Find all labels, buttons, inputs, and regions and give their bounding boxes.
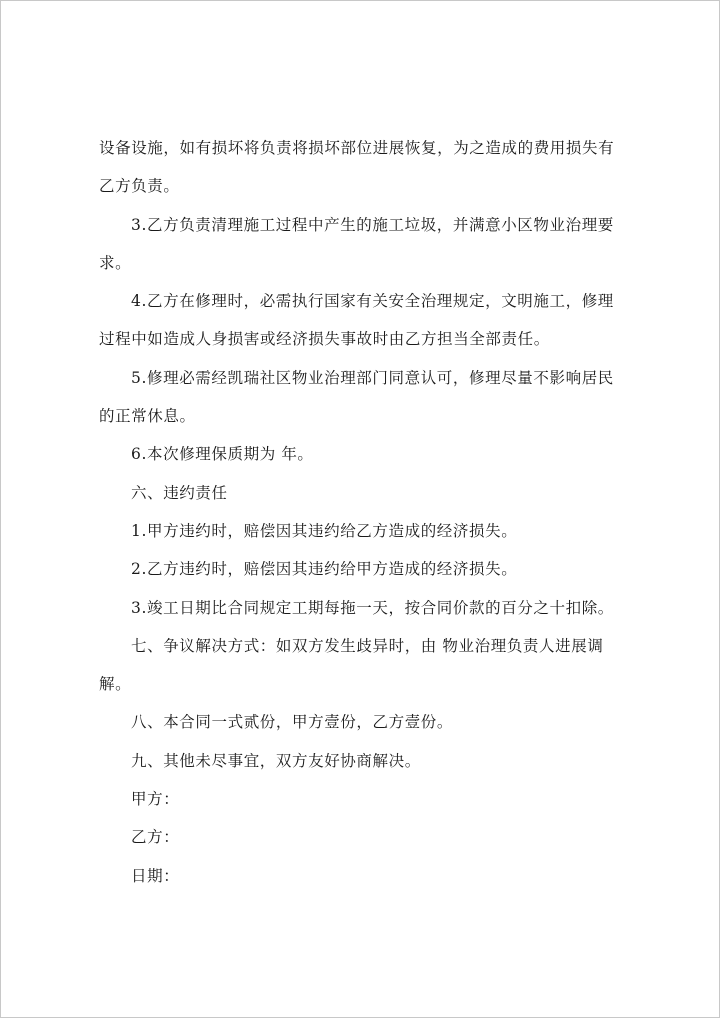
signature-party-a-label: 甲方：	[131, 790, 180, 809]
text-line: 过程中如造成人身损害或经济损失事故时由乙方担当全部责任。	[99, 330, 550, 349]
text-line: 5.修理必需经凯瑞社区物业治理部门同意认可，修理尽量不影响居民	[131, 368, 614, 387]
text-line: 七、争议解决方式：如双方发生歧异时，由 物业治理负责人进展调	[131, 636, 604, 655]
text-line: 6.本次修理保质期为 年。	[131, 445, 314, 464]
text-line: 3.乙方负责清理施工过程中产生的施工垃圾，并满意小区物业治理要	[131, 215, 614, 234]
text-line: 2.乙方违约时，赔偿因其违约给甲方造成的经济损失。	[131, 560, 518, 579]
section-heading: 六、违约责任	[131, 483, 228, 502]
text-line: 乙方负责。	[99, 177, 180, 196]
text-line: 的正常休息。	[99, 407, 196, 426]
date-label: 日期：	[131, 866, 180, 885]
document-body	[99, 129, 659, 895]
text-line: 设备设施，如有损坏将负责将损坏部位进展恢复，为之造成的费用损失有	[99, 139, 615, 157]
signature-party-b-label: 乙方：	[131, 828, 180, 847]
text-line: 1.甲方违约时，赔偿因其违约给乙方造成的经济损失。	[131, 521, 518, 540]
text-line: 八、本合同一式贰份，甲方壹份，乙方壹份。	[131, 713, 454, 732]
text-line: 九、其他未尽事宜，双方友好协商解决。	[131, 751, 421, 770]
text-line: 3.竣工日期比合同规定工期每拖一天，按合同价款的百分之十扣除。	[131, 598, 614, 617]
text-line: 4.乙方在修理时，必需执行国家有关安全治理规定，文明施工，修理	[131, 292, 614, 311]
text-line: 解。	[99, 675, 132, 694]
text-line: 求。	[99, 253, 132, 272]
